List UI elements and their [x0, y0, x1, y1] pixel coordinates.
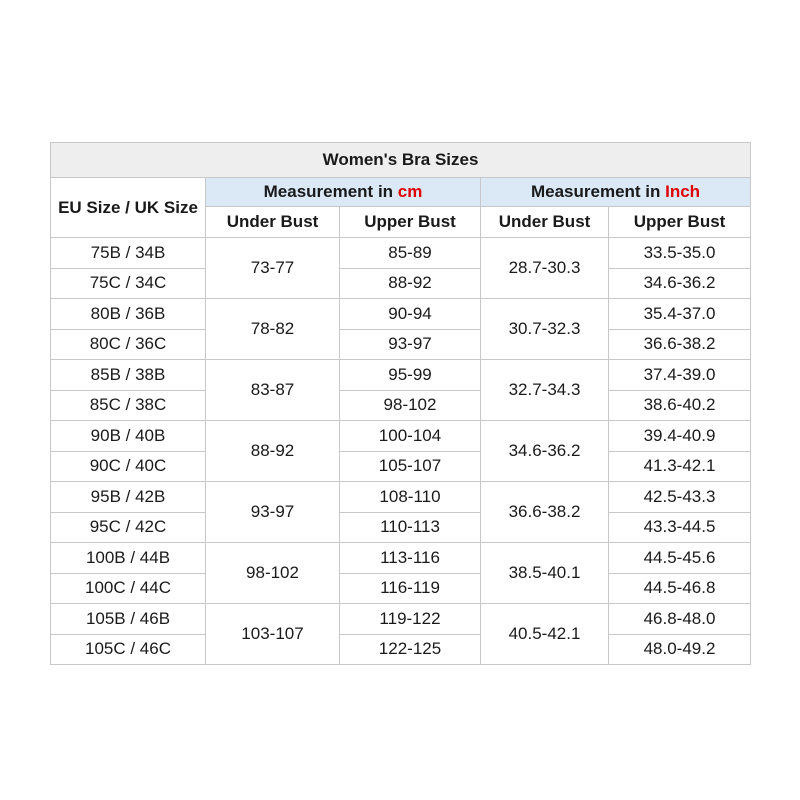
size-cell: 80C / 36C — [51, 329, 206, 360]
upper-bust-inch-cell: 44.5-45.6 — [609, 543, 751, 574]
table-row — [51, 512, 751, 543]
size-cell: 85C / 38C — [51, 390, 206, 421]
upper-bust-inch-cell: 33.5-35.0 — [609, 238, 751, 269]
upper-bust-inch-cell: 39.4-40.9 — [609, 421, 751, 452]
upper-bust-cm-cell: 110-113 — [340, 512, 481, 543]
upper-bust-cm-cell: 113-116 — [340, 543, 481, 574]
under-bust-cm-cell: 93-97 — [206, 482, 340, 543]
table-row — [51, 604, 751, 635]
size-cell: 105B / 46B — [51, 604, 206, 635]
bra-size-table — [50, 142, 751, 665]
upper-bust-inch-cell: 44.5-46.8 — [609, 573, 751, 604]
under-bust-cm-cell: 103-107 — [206, 604, 340, 665]
upper-bust-cm-cell: 93-97 — [340, 329, 481, 360]
cm-unit-label: cm — [397, 182, 423, 201]
upper-bust-cm-cell: 95-99 — [340, 360, 481, 391]
under-bust-inch-cell: 30.7-32.3 — [481, 299, 609, 360]
upper-bust-inch-cell: 42.5-43.3 — [609, 482, 751, 513]
upper-bust-cm-cell: 85-89 — [340, 238, 481, 269]
under-bust-inch-cell: 28.7-30.3 — [481, 238, 609, 299]
size-cell: 95B / 42B — [51, 482, 206, 513]
upper-bust-cm-cell: 88-92 — [340, 268, 481, 299]
upper-bust-cm-cell: 119-122 — [340, 604, 481, 635]
size-cell: 100C / 44C — [51, 573, 206, 604]
upper-bust-cm-cell: 116-119 — [340, 573, 481, 604]
inch-group-header: Measurement in Inch — [481, 178, 751, 207]
size-cell: 105C / 46C — [51, 634, 206, 665]
table-row — [51, 451, 751, 482]
under-bust-cm-cell: 83-87 — [206, 360, 340, 421]
upper-bust-cm-cell: 100-104 — [340, 421, 481, 452]
size-cell: 75B / 34B — [51, 238, 206, 269]
size-cell: 100B / 44B — [51, 543, 206, 574]
table-row — [51, 421, 751, 452]
upper-bust-inch-cell: 36.6-38.2 — [609, 329, 751, 360]
table-row — [51, 268, 751, 299]
size-cell: 75C / 34C — [51, 268, 206, 299]
table-title: Women's Bra Sizes — [51, 143, 751, 178]
size-cell: 80B / 36B — [51, 299, 206, 330]
size-cell: 90C / 40C — [51, 451, 206, 482]
size-cell: 95C / 42C — [51, 512, 206, 543]
inch-unit-label: Inch — [665, 182, 701, 201]
upper-bust-inch-cell: 37.4-39.0 — [609, 360, 751, 391]
upper-bust-cm-cell: 98-102 — [340, 390, 481, 421]
table-row — [51, 543, 751, 574]
size-column-header: EU Size / UK Size — [51, 178, 206, 238]
under-bust-cm-header: Under Bust — [206, 207, 340, 238]
upper-bust-cm-header: Upper Bust — [340, 207, 481, 238]
table-row — [51, 299, 751, 330]
upper-bust-cm-cell: 90-94 — [340, 299, 481, 330]
table-body — [51, 238, 751, 665]
table-row — [51, 238, 751, 269]
under-bust-cm-cell: 88-92 — [206, 421, 340, 482]
table-row — [51, 482, 751, 513]
upper-bust-inch-cell: 35.4-37.0 — [609, 299, 751, 330]
under-bust-inch-cell: 34.6-36.2 — [481, 421, 609, 482]
upper-bust-inch-header: Upper Bust — [609, 207, 751, 238]
size-cell: 85B / 38B — [51, 360, 206, 391]
table-row — [51, 360, 751, 391]
upper-bust-inch-cell: 38.6-40.2 — [609, 390, 751, 421]
cm-group-header: Measurement in cm — [206, 178, 481, 207]
upper-bust-cm-cell: 108-110 — [340, 482, 481, 513]
under-bust-inch-cell: 38.5-40.1 — [481, 543, 609, 604]
under-bust-inch-cell: 36.6-38.2 — [481, 482, 609, 543]
under-bust-cm-cell: 78-82 — [206, 299, 340, 360]
under-bust-cm-cell: 98-102 — [206, 543, 340, 604]
upper-bust-inch-cell: 46.8-48.0 — [609, 604, 751, 635]
upper-bust-cm-cell: 105-107 — [340, 451, 481, 482]
under-bust-inch-cell: 40.5-42.1 — [481, 604, 609, 665]
under-bust-inch-header: Under Bust — [481, 207, 609, 238]
table-row — [51, 634, 751, 665]
upper-bust-inch-cell: 43.3-44.5 — [609, 512, 751, 543]
upper-bust-inch-cell: 34.6-36.2 — [609, 268, 751, 299]
table-row — [51, 390, 751, 421]
upper-bust-inch-cell: 41.3-42.1 — [609, 451, 751, 482]
upper-bust-inch-cell: 48.0-49.2 — [609, 634, 751, 665]
table-row — [51, 573, 751, 604]
under-bust-inch-cell: 32.7-34.3 — [481, 360, 609, 421]
table-row — [51, 329, 751, 360]
under-bust-cm-cell: 73-77 — [206, 238, 340, 299]
upper-bust-cm-cell: 122-125 — [340, 634, 481, 665]
size-cell: 90B / 40B — [51, 421, 206, 452]
